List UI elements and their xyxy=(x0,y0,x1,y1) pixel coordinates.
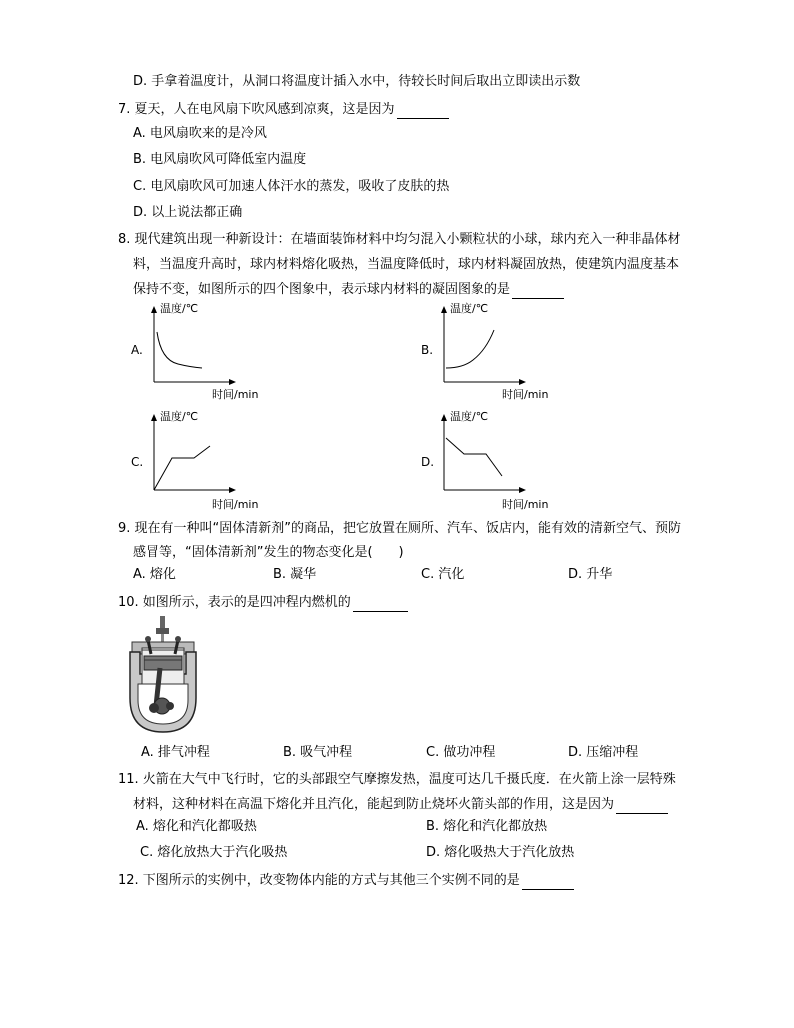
graph-a-ylabel: 温度/℃ xyxy=(160,302,199,315)
graph-b-xlabel: 时间/min xyxy=(502,388,549,401)
q8-stem-line1: 8. 现代建筑出现一种新设计：在墙面装饰材料中均匀混入小颗粒状的小球，球内充入一种非晶体材 xyxy=(118,232,681,247)
q10-option-d: D. 压缩冲程 xyxy=(568,745,639,760)
graph-c-y-arrow xyxy=(151,414,157,421)
q7-option-d: D. 以上说法都正确 xyxy=(133,205,243,220)
q11-stem-line2: 材料，这种材料在高温下熔化并且汽化，能起到防止烧坏火箭头部的作用，这是因为 xyxy=(133,796,668,814)
q8-stem-line2: 料，当温度升高时，球内材料熔化吸热，当温度降低时，球内材料凝固放热，使建筑内温度基本 xyxy=(133,257,680,272)
q12-stem: 12. 下图所示的实例中，改变物体内能的方式与其他三个实例不同的是 xyxy=(118,872,574,890)
graph-b-y-arrow xyxy=(441,306,447,313)
q7-option-a: A. 电风扇吹来的是冷风 xyxy=(133,126,267,141)
q10-stem: 10. 如图所示，表示的是四冲程内燃机的 xyxy=(118,594,408,612)
graph-d-xlabel: 时间/min xyxy=(502,498,549,510)
engine-diagram xyxy=(124,614,204,740)
graph-c-curve xyxy=(154,446,210,490)
q10-option-b: B. 吸气冲程 xyxy=(283,745,353,760)
graph-c-xlabel: 时间/min xyxy=(212,498,259,510)
graph-b-label: B. xyxy=(421,343,434,357)
graph-d-y-arrow xyxy=(441,414,447,421)
graph-d-ylabel: 温度/℃ xyxy=(450,410,489,423)
graph-b-x-arrow xyxy=(519,379,526,385)
q11-option-c: C. 熔化放热大于汽化吸热 xyxy=(140,845,288,860)
piston-icon xyxy=(144,656,182,670)
q7-stem: 7. 夏天，人在电风扇下吹风感到凉爽，这是因为 xyxy=(118,101,449,119)
graph-c-label: C. xyxy=(131,455,144,469)
graph-c-ylabel: 温度/℃ xyxy=(160,410,199,423)
graph-d-curve xyxy=(446,438,502,476)
q11-stem-line1: 11. 火箭在大气中飞行时，它的头部跟空气摩擦发热，温度可达几千摄氏度．在火箭上涂一层特殊 xyxy=(118,772,676,787)
answer-blank[interactable] xyxy=(512,284,564,299)
q7-option-c: C. 电风扇吹风可加速人体汗水的蒸发，吸收了皮肤的热 xyxy=(133,179,450,194)
graph-a xyxy=(128,298,278,402)
answer-blank[interactable] xyxy=(353,597,408,612)
graph-b-ylabel: 温度/℃ xyxy=(450,302,489,315)
answer-blank[interactable] xyxy=(397,104,449,119)
q10-option-a: A. 排气冲程 xyxy=(141,745,210,760)
graph-c-x-arrow xyxy=(229,487,236,493)
q11-option-d: D. 熔化吸热大于汽化放热 xyxy=(426,845,575,860)
q9-option-d: D. 升华 xyxy=(568,567,613,582)
spark-plug-icon xyxy=(160,616,165,628)
q9-option-a: A. 熔化 xyxy=(133,567,176,582)
graph-a-xlabel: 时间/min xyxy=(212,388,259,401)
graph-d-x-arrow xyxy=(519,487,526,493)
q11-option-b: B. 熔化和汽化都放热 xyxy=(426,819,548,834)
graph-c xyxy=(128,406,278,510)
graph-a-y-arrow xyxy=(151,306,157,313)
answer-blank[interactable] xyxy=(616,799,668,814)
graph-a-label: A. xyxy=(131,343,143,357)
graph-d-label: D. xyxy=(421,455,435,469)
q9-option-b: B. 凝华 xyxy=(273,567,317,582)
q9-stem-line1: 9. 现在有一种叫“固体清新剂”的商品，把它放置在厕所、汽车、饭店内，能有效的清新空气、预防 xyxy=(118,521,682,536)
q6-option-d: D. 手拿着温度计，从洞口将温度计插入水中，待较长时间后取出立即读出示数 xyxy=(133,74,581,89)
q10-option-c: C. 做功冲程 xyxy=(426,745,496,760)
graph-d xyxy=(418,406,568,510)
q9-option-c: C. 汽化 xyxy=(421,567,465,582)
q11-option-a: A. 熔化和汽化都吸热 xyxy=(136,819,257,834)
answer-blank[interactable] xyxy=(522,875,574,890)
q9-stem-line2: 感冒等，“固体清新剂”发生的物态变化是( ) xyxy=(133,545,404,560)
graph-a-curve xyxy=(157,332,202,368)
q7-option-b: B. 电风扇吹风可降低室内温度 xyxy=(133,152,307,167)
graph-a-x-arrow xyxy=(229,379,236,385)
graph-b-curve xyxy=(446,330,494,368)
q8-stem-line3: 保持不变，如图所示的四个图象中，表示球内材料的凝固图象的是 xyxy=(133,281,564,299)
graph-b xyxy=(418,298,568,402)
